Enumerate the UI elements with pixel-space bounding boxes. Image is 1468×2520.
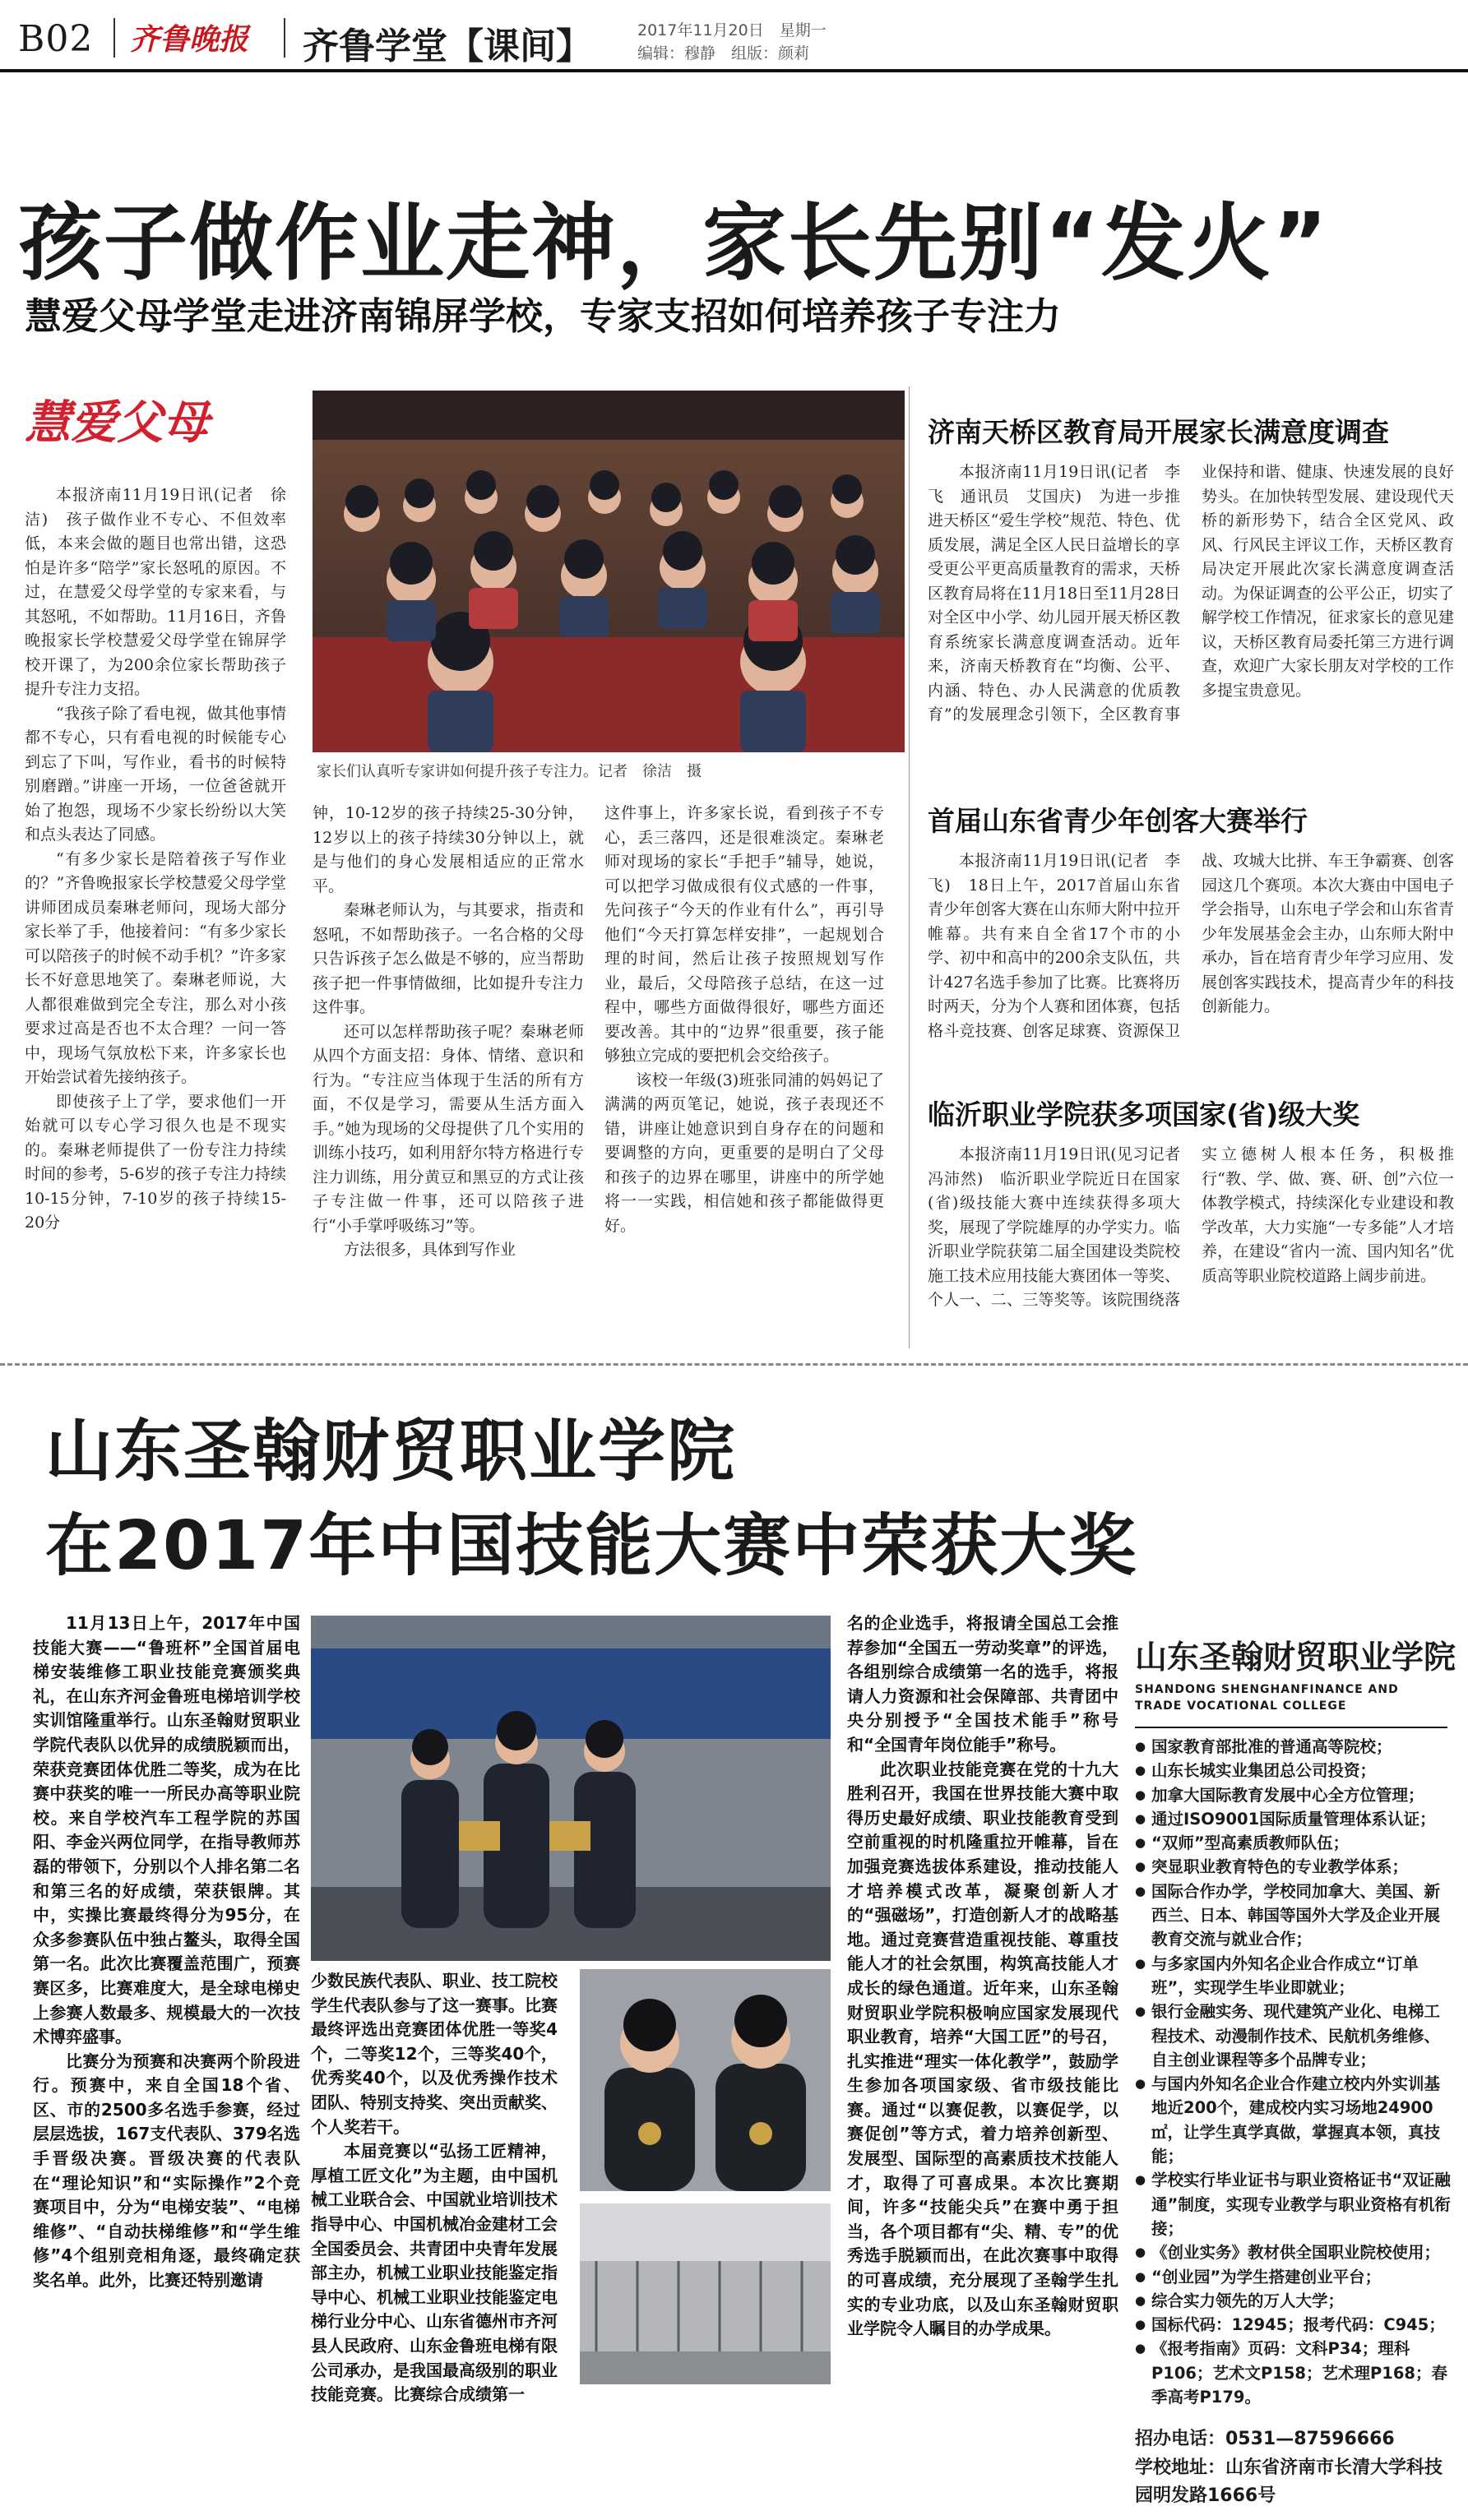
column-divider bbox=[909, 386, 910, 1348]
header-divider bbox=[113, 18, 115, 58]
paragraph: 少数民族代表队、职业、技工院校学生代表队参与了这一赛事。比赛最终评选出竞赛团体优胜一等奖4个，二等奖12个，三等奖40个，优秀奖40个，以及优秀操作技术团队、特别支持奖、突出贡献奖、个人奖若干。 bbox=[311, 1971, 558, 2137]
side-story-title-3: 临沂职业学院获多项国家(省)级大奖 bbox=[928, 1098, 1360, 1131]
college-name: 山东圣翰财贸职业学院 bbox=[1135, 1639, 1456, 1676]
paragraph: 方法很多，具体到写作业 bbox=[344, 1241, 516, 1259]
ad-title-line-2: 在2017年中国技能大赛中荣获大奖 bbox=[45, 1507, 1138, 1585]
list-item: ● 与多家国内外知名企业合作成立“订单班”，实现学生毕业即就业； bbox=[1135, 1952, 1452, 2000]
list-item: ● 国家教育部批准的普通高等院校； bbox=[1135, 1735, 1452, 1759]
paragraph: 钟，10-12岁的孩子持续25-30分钟，12岁以上的孩子持续30分钟以上，就是与他们的身心发展相适应的正常水平。 bbox=[313, 804, 584, 895]
students-medal-photo bbox=[580, 1969, 831, 2191]
list-item: ● 《报考指南》页码：文科P34；理科P106；艺术文P158；艺术理P168；春季高考P179。 bbox=[1135, 2337, 1452, 2409]
huiai-parents-logo: 慧爱父母 bbox=[25, 395, 209, 450]
editor-credits: 编辑：穆静 组版：颜莉 bbox=[637, 44, 810, 62]
paragraph: 还可以怎样帮助孩子呢？秦琳老师从四个方面支招：身体、情绪、意识和行为。“专注应当体现于生活的所有方面，不仅是学习，需要从生活方面入手。”她为现场的父母提供了几个实用的训练小技巧，如利用舒尔特方格进行专注力训练，用分黄豆和黑豆的方式让孩子专注做一件事，还可以陪孩子进行“小手掌呼吸练习”等。 bbox=[313, 1022, 584, 1235]
header-rule bbox=[0, 69, 1468, 72]
ad-column-2 bbox=[311, 1969, 558, 2504]
paragraph: “有多少家长是陪着孩子写作业的？”齐鲁晚报家长学校慧爱父母学堂讲师团成员秦琳老师问，现场大部分家长举了手，他接着问：“有多少家长可以陪孩子的时候不动手机？”许多家长不好意思地笑了。秦琳老师说，大人都很难做到完全专注，那么对小孩要求过高是否也不太合理？一问一答中，现场气氛放松下来，许多家长也开始尝试着先接纳孩子。 bbox=[25, 849, 286, 1086]
main-story-column-3 bbox=[604, 802, 884, 1347]
paragraph: 此次职业技能竞赛在党的十九大胜利召开，我国在世界技能大赛中取得历史最好成绩、职业技能教育受到空前重视的时机隆重拉开帷幕，旨在加强竞赛选拔体系建设，推动技能人才培养模式改革，凝聚创新人才的“强磁场”，打造创新人才的战略基地。通过竞赛营造重视技能、尊重技能人才的社会氛围，构筑高技能人才成长的绿色通道。近年来，山东圣翰财贸职业学院积极响应国家发展现代职业教育，培养“大国工匠”的号召，扎实推进“理实一体化教学”，鼓励学生参加各项国家级、省市级技能比赛。通过“以赛促教，以赛促学，以赛促创”等方式，着力培养创新型、发展型、国际型的高素质技术技能人才，取得了可喜成果。本次比赛期间，许多“技能尖兵”在赛中勇于担当，各个项目都有“尖、精、专”的优秀选手脱颖而出，在此次赛事中取得的可喜成绩，充分展现了圣翰学生扎实的专业功底，以及山东圣翰财贸职业学院令人瞩目的办学成果。 bbox=[847, 1759, 1118, 2339]
list-item: ● 加拿大国际教育发展中心全方位管理； bbox=[1135, 1783, 1452, 1807]
ad-column-1 bbox=[33, 1611, 300, 2504]
list-item: ● 山东长城实业集团总公司投资； bbox=[1135, 1759, 1452, 1782]
list-item: ● 通过ISO9001国际质量管理体系认证； bbox=[1135, 1807, 1452, 1831]
list-item: ● 学校实行毕业证书与职业资格证书“双证融通”制度，实现专业教学与职业资格有机衔接； bbox=[1135, 2168, 1452, 2240]
side-story-title-1: 济南天桥区教育局开展家长满意度调查 bbox=[928, 416, 1389, 448]
side-story-title-2: 首届山东省青少年创客大赛举行 bbox=[928, 805, 1308, 837]
list-item: ● “双师”型高素质教师队伍； bbox=[1135, 1831, 1452, 1855]
list-item: ● 国际合作办学，学校同加拿大、美国、新西兰、日本、韩国等国外大学及企业开展教育交流与就业合作； bbox=[1135, 1880, 1452, 1952]
school-address: 学校地址：山东省济南市长清大学科技园明发路1666号 bbox=[1135, 2458, 1443, 2506]
classroom-photo bbox=[313, 391, 905, 752]
side-story-body-1 bbox=[928, 460, 1454, 773]
main-story-column-1 bbox=[25, 483, 286, 1347]
main-story-column-2 bbox=[313, 802, 584, 1347]
photo-caption: 家长们认真听专家讲如何提升孩子专注力。记者 徐洁 摄 bbox=[317, 763, 702, 780]
section-title: 齐鲁学堂【课间】 bbox=[303, 25, 592, 67]
list-item: ● 银行金融实务、现代建筑产业化、电梯工程技术、动漫制作技术、民航机务维修、自主创业课程等多个品牌专业； bbox=[1135, 2000, 1452, 2072]
main-subheadline: 慧爱父母学堂走进济南锦屏学校，专家支招如何培养孩子专注力 bbox=[25, 294, 1062, 338]
paragraph: 名的企业选手，将报请全国总工会推荐参加“全国五一劳动奖章”的评选，各组别综合成绩第一名的选手，将报请人力资源和社会保障部、共青团中央分别授予“全国技术能手”称号和“全国青年岗位能手”称号。 bbox=[847, 1613, 1118, 1755]
paragraph: “我孩子除了看电视，做其他事情都不专心，只有看电视的时候能专心到忘了下叫，写作业，看书的时候特别磨蹭。”讲座一开场，一位爸爸就开始了抱怨，现场不少家长纷纷以大笑和点头表达了同感。 bbox=[25, 704, 286, 844]
paragraph: 该校一年级(3)班张同浦的妈妈记了满满的两页笔记，她说，孩子表现还不错，讲座让她意识到自身存在的问题和要调整的方向，更重要的是明白了父母和孩子的边界在哪里，讲座中的所学她将一一实践，相信她和孩子都能做得更好。 bbox=[604, 1070, 884, 1235]
page-number: B02 bbox=[18, 18, 94, 60]
paragraph: 这件事上，许多家长说，看到孩子不专心，丢三落四，还是很难淡定。秦琳老师对现场的家长“手把手”辅导，她说，可以把学习做成很有仪式感的一件事，先问孩子“今天的作业有什么”，再引导他们“今天打算怎样安排”，一起规划合理的时间，然后让孩子按照规划写作业，最后，父母陪孩子总结，在这一过程中，哪些方面做得很好，哪些方面还要改善。其中的“边界”很重要，孩子能够独立完成的要把机会交给孩子。 bbox=[604, 804, 884, 1065]
list-item: ● “创业园”为学生搭建创业平台； bbox=[1135, 2265, 1452, 2289]
issue-date: 2017年11月20日 星期一 bbox=[637, 21, 827, 39]
side-story-body-2 bbox=[928, 849, 1454, 1071]
newspaper-logo: 齐鲁晚报 bbox=[130, 22, 249, 57]
paragraph: 本报济南11月19日讯(见习记者 冯沛然) 临沂职业学院近日在国家(省)级技能大赛中连续获得多项大奖，展现了学院雄厚的办学实力。临沂职业学院获第二届全国建设类院校施工技术应用技能大赛团体一等奖、个人一、二、三等奖等。该院围绕落实立德树人根本任务，积极推行“教、学、做、赛、研、创”六位一体教学模式，持续深化专业建设和教学改革，大力实施“一专多能”人才培养，在建设“省内一流、国内知名”优质高等职业院校道路上阔步前进。 bbox=[928, 1145, 1454, 1309]
facility-illustration bbox=[580, 2203, 831, 2384]
list-item: ● 综合实力领先的万人大学； bbox=[1135, 2289, 1452, 2313]
admissions-phone: 招办电话：0531—87596666 bbox=[1135, 2429, 1395, 2449]
paragraph: 本报济南11月19日讯(记者 李飞 通讯员 艾国庆) 为进一步推进天桥区“爱生学校”规范、特色、优质发展，满足全区人民日益增长的享受更公平更高质量教育的需求，天桥区教育局将在11月18日至11月28日对全区中小学、幼儿园开展天桥区教育系统家长满意度调查活动。近年来，济南天桥教育在“均衡、公平、内涵、特色、办人民满意的优质教育”的发展理念引领下，全区教育事业保持和谐、健康、快速发展的良好势头。在加快转型发展、建设现代天桥的新形势下，结合全区党风、政风、行风民主评议工作，天桥区教育局决定开展此次家长满意度调查活动。为保证调查的公平公正，切实了解学校工作情况，征求家长的意见建议，天桥区教育局委托第三方进行调查，欢迎广大家长朋友对学校的工作多提宝贵意见。 bbox=[928, 463, 1454, 724]
college-english-name: SHANDONG SHENGHANFINANCE AND TRADE VOCATIONAL COLLEGE bbox=[1135, 1683, 1399, 1713]
students-illustration bbox=[580, 1969, 831, 2191]
paragraph: 即使孩子上了学，要求他们一开始就可以专心学习很久也是不现实的。秦琳老师提供了一份专注力持续时间的参考，5-6岁的孩子专注力持续10-15分钟，7-10岁的孩子持续15-20分 bbox=[25, 1092, 286, 1232]
list-item: ● 《创业实务》教材供全国职业院校使用； bbox=[1135, 2240, 1452, 2264]
ad-column-3 bbox=[847, 1611, 1118, 2504]
list-item: ● 与国内外知名企业合作建立校内外实训基地近200个，建成校内实习场地24900㎡，让学生真学真做，掌握真本领，真技能； bbox=[1135, 2072, 1452, 2168]
paragraph: 本报济南11月19日讯(记者 李飞) 18日上午，2017首届山东省青少年创客大赛在山东师大附中拉开帷幕。共有来自全省17个市的小学、初中和高中的200余支队伍，共计427名选手参加了比赛。比赛将历时两天，分为个人赛和团体赛，包括格斗竞技赛、创客足球赛、资源保卫战、攻城大比拼、车王争霸赛、创客园这几个赛项。本次大赛由中国电子学会指导，山东电子学会和山东省青少年发展基金会主办，山东师大附中承办，旨在培育青少年学习应用、发展创客实践技术，提高青少年的科技创新能力。 bbox=[928, 852, 1454, 1040]
training-facility-photo bbox=[580, 2203, 831, 2384]
main-headline: 孩子做作业走神，家长先别“发火” bbox=[18, 195, 1330, 293]
list-item: ● 国标代码：12945；报考代码：C945； bbox=[1135, 2313, 1452, 2337]
paragraph: 秦琳老师认为，与其要求，指责和怒吼，不如帮助孩子。一名合格的父母只告诉孩子怎么做是不够的，应当帮助孩子把一件事情做细，比如提升专注力这件事。 bbox=[313, 901, 584, 1016]
paragraph: 比赛分为预赛和决赛两个阶段进行。预赛中，来自全国18个省、区、市的2500多名选手参赛，经过层层选拔，167支代表队、379名选手晋级决赛。晋级决赛的代表队在“理论知识”和“实际操作”2个竞赛项目中，分为“电梯安装”、“电梯维修”、“自动扶梯维修”和“学生维修”4个组别竞相角逐，最终确定获奖名单。此外，比赛还特别邀请 bbox=[33, 2051, 300, 2291]
paragraph: 本报济南11月19日讯(记者 徐洁) 孩子做作业不专心、不但效率低，本来会做的题目也常出错，这恐怕是许多“陪学”家长怒吼的原因。不过，在慧爱父母学堂的专家来看，与其怒吼，不如帮助。11月16日，齐鲁晚报家长学校慧爱父母学堂在锦屏学校开课了，为200余位家长帮助孩子提升专注力支招。 bbox=[25, 486, 286, 698]
info-box-rule bbox=[1135, 1727, 1447, 1728]
paragraph: 本届竞赛以“弘扬工匠精神，厚植工匠文化”为主题，由中国机械工业联合会、中国就业培训技术指导中心、中国机械冶金建材工会全国委员会、共青团中央青年发展部主办，机械工业职业技能鉴定指导中心、机械工业职业技能鉴定电梯行业分中心、山东省德州市齐河县人民政府、山东金鲁班电梯有限公司承办，是我国最高级别的职业技能竞赛。比赛综合成绩第一 bbox=[311, 2141, 558, 2405]
award-ceremony-photo bbox=[311, 1616, 831, 1961]
section-divider bbox=[0, 1363, 1468, 1366]
list-item: ● 突显职业教育特色的专业教学体系； bbox=[1135, 1855, 1452, 1879]
college-features-list bbox=[1135, 1735, 1452, 2409]
header-divider bbox=[284, 18, 285, 58]
paragraph: 11月13日上午，2017年中国技能大赛——“鲁班杯”全国首届电梯安装维修工职业技能竞赛颁奖典礼，在山东齐河金鲁班电梯培训学校实训馆隆重举行。山东圣翰财贸职业学院代表队以优异的成绩脱颖而出，荣获竞赛团体优胜二等奖，成为在比赛中获奖的唯一一所民办高等职业院校。来自学校汽车工程学院的苏国阳、李金兴两位同学，在指导教师苏磊的带领下，分别以个人排名第二名和第三名的好成绩，荣获银牌。其中，实操比赛最终得分为95分，在众多参赛队伍中独占鳌头，取得全国第一名。此次比赛覆盖范围广，预赛赛区多，比赛难度大，是全球电梯史上参赛人数最多、规模最大的一次技术博弈盛事。 bbox=[33, 1613, 300, 2047]
ad-title-line-1: 山东圣翰财贸职业学院 bbox=[45, 1413, 737, 1491]
audience-illustration bbox=[313, 391, 905, 752]
side-story-body-3 bbox=[928, 1143, 1454, 1348]
ceremony-illustration bbox=[311, 1616, 831, 1961]
